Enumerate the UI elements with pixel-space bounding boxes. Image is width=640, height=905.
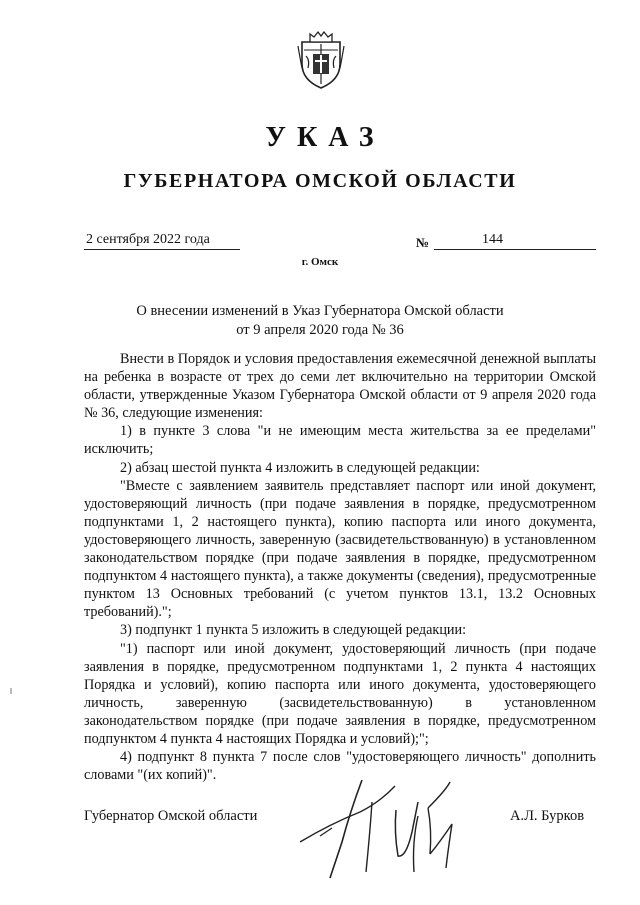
document-heading-line-1: О внесении изменений в Указ Губернатора Омской области bbox=[136, 303, 504, 319]
document-number: 144 bbox=[434, 231, 596, 250]
handwritten-signature bbox=[300, 772, 480, 882]
body-paragraph-6: "1) паспорт или иной документ, удостоверяющий личность (при подаче заявления в порядке, предусмотренном подпунктами 1, 2 пункта 4 настоящих Порядка и условий), копию паспорта или иного документа, удостоверяющего личность, заверенную (засвидетельствованную) в установленном законодательством порядке (при подаче заявления в порядке, предусмотренном подпунктом 4 пункта 4 настоящих Порядка и условий);"; bbox=[84, 640, 596, 747]
body-paragraph-3: 2) абзац шестой пункта 4 изложить в следующей редакции: bbox=[120, 459, 480, 476]
document-type-title: УКАЗ bbox=[265, 122, 385, 153]
document-date: 2 сентября 2022 года bbox=[84, 231, 240, 250]
document-city: г. Омск bbox=[301, 256, 339, 268]
document-heading bbox=[100, 302, 540, 340]
document-body bbox=[84, 350, 596, 784]
body-paragraph-4: "Вместе с заявлением заявитель представляет паспорт или иной документ, удостоверяющий личность (при подаче заявления в порядке, предусмотренном подпунктами 1, 2 настоящего пункта), копию паспорта или иного документа, удостоверяющего личность, заверенную (засвидетельствованную) в установленном законодательством порядке (при подаче заявления в порядке, предусмотренном подпунктом 4 настоящего пункта), а также документы (сведения), предусмотренные пунктом 13 Основных требований (с учетом пунктов 13.1, 13.2 Основных требований)."; bbox=[84, 477, 596, 621]
body-paragraph-2: 1) в пункте 3 слова "и не имеющим места жительства за ее пределами" исключить; bbox=[84, 423, 596, 458]
document-heading-line-2: от 9 апреля 2020 года № 36 bbox=[236, 322, 404, 338]
issuer-title: ГУБЕРНАТОРА ОМСКОЙ ОБЛАСТИ bbox=[123, 170, 517, 192]
signatory-position: Губернатор Омской области bbox=[84, 808, 258, 824]
body-paragraph-5: 3) подпункт 1 пункта 5 изложить в следующей редакции: bbox=[120, 622, 467, 639]
body-paragraph-7: 4) подпункт 8 пункта 7 после слов "удостоверяющего личность" дополнить словами "(их копий)". bbox=[84, 749, 596, 784]
signatory-name: А.Л. Бурков bbox=[510, 808, 585, 824]
margin-mark bbox=[10, 688, 12, 694]
document-number-label: № bbox=[416, 235, 430, 250]
coat-of-arms-icon bbox=[296, 28, 346, 90]
body-paragraph-1: Внести в Порядок и условия предоставления ежемесячной денежной выплаты на ребенка в возрасте от трех до семи лет включительно на территории Омской области, утвержденные Указом Губернатора Омской области от 9 апреля 2020 года № 36, следующие изменения: bbox=[84, 351, 596, 422]
